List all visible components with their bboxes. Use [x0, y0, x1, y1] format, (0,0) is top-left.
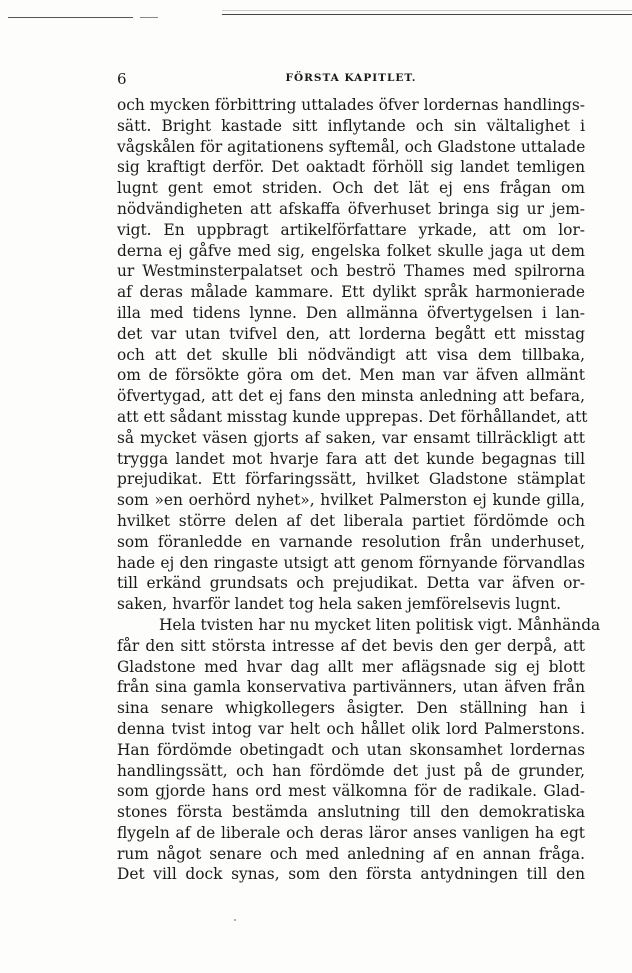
print-speck [234, 919, 236, 921]
text-line: trygga landet mot hvarje fara att det kunde begagnas till [117, 449, 585, 468]
text-line: vågskålen för agitationens syftemål, och Gladstone uttalade [117, 137, 586, 156]
running-title: FÖRSTA KAPITLET. [285, 72, 417, 84]
text-line: Han fördömde obetingadt och utan skonsamhet lordernas [117, 740, 585, 759]
text-line: som »en oerhörd nyhet», hvilket Palmerston ej kunde gilla, [117, 491, 585, 510]
paragraph-end-line: saken, hvarför landet tog hela saken jemförelsevis lugnt. [117, 595, 562, 614]
text-line: att ett sådant misstag kunde upprepas. Det förhållandet, att [117, 407, 588, 426]
text-line: lugnt gent emot striden. Och det lät ej ens frågan om [117, 179, 585, 198]
text-line: stones första bestämda anslutning till den demokratiska [117, 803, 585, 822]
text-line: från sina gamla konservativa partivänners, utan äfven från [117, 678, 585, 697]
top-rule-shadow [222, 10, 632, 11]
text-line: som gjorde hans ord mest välkomna för de radikale. Glad- [117, 782, 585, 801]
text-line: flygeln af de liberale och deras läror anses vanligen ha egt [117, 823, 585, 842]
text-line: vigt. En uppbragt artikelförfattare yrkade, att om lor- [117, 220, 585, 239]
text-line: af deras målade kammare. Ett dylikt språk harmonierade [117, 283, 585, 302]
text-line: denna tvist intog var helt och hållet olik lord Palmerstons. [117, 719, 585, 738]
text-line: öfvertygad, att det ej fans den minsta anledning att befara, [117, 387, 585, 406]
text-line: så mycket väsen gjorts af saken, var ensamt tillräckligt att [117, 428, 585, 447]
text-line: Gladstone med hvar dag allt mer aflägsnade sig ej blott [117, 657, 585, 676]
text-line: handlingssätt, och han fördömde det just på de grunder, [117, 761, 585, 780]
text-line: sätt. Bright kastade sitt inflytande och sin vältalighet i [117, 116, 585, 135]
text-line: rum något senare och med anledning af en annan fråga. [117, 844, 585, 863]
text-line: nödvändigheten att afskaffa öfverhuset bringa sig ur jem- [117, 199, 585, 218]
text-line: sig kraftigt derför. Det oaktadt förhöll sig landet temligen [117, 158, 585, 177]
text-line: och att det skulle bli nödvändigt att visa dem tillbaka, [117, 345, 585, 364]
text-line: ur Westminsterpalatset och beströ Thames med spilrorna [117, 262, 585, 281]
body-text [117, 95, 601, 885]
page-header [117, 68, 585, 92]
paragraph-start-line: Hela tvisten har nu mycket liten politisk vigt. Månhända [159, 615, 601, 634]
text-line: sina senare whigkollegers åsigter. Den ställning han i [117, 699, 585, 718]
top-rule-right [222, 14, 632, 15]
text-line: till erkänd grundsats och prejudikat. Detta var äfven or- [117, 574, 585, 593]
text-line: hvilket större delen af det liberala partiet fördömde och [117, 511, 585, 530]
top-rule-left [8, 17, 133, 18]
text-line: om de försökte göra om det. Men man var äfven allmänt [117, 366, 585, 385]
text-line: Det vill dock synas, som den första antydningen till den [117, 865, 585, 884]
text-line: får den sitt största intresse af det bevis den ger derpå, att [117, 636, 585, 655]
text-line: det var utan tvifvel den, att lorderna begått ett misstag [117, 324, 585, 343]
text-line: och mycken förbittring uttalades öfver lordernas handlings- [117, 96, 585, 114]
text-line: illa med tidens lynne. Den allmänna öfvertygelsen i lan- [117, 303, 585, 322]
text-line: prejudikat. Ett förfaringssätt, hvilket Gladstone stämplat [117, 470, 585, 489]
text-line: som föranledde en varnande resolution från underhuset, [117, 532, 585, 551]
page-number: 6 [117, 70, 127, 88]
text-line: hade ej den ringaste utsigt att genom förnyande förvandlas [117, 553, 585, 572]
text-line: derna ej gåfve med sig, engelska folket skulle jaga ut dem [117, 241, 585, 260]
top-rule-fragment [140, 17, 158, 18]
